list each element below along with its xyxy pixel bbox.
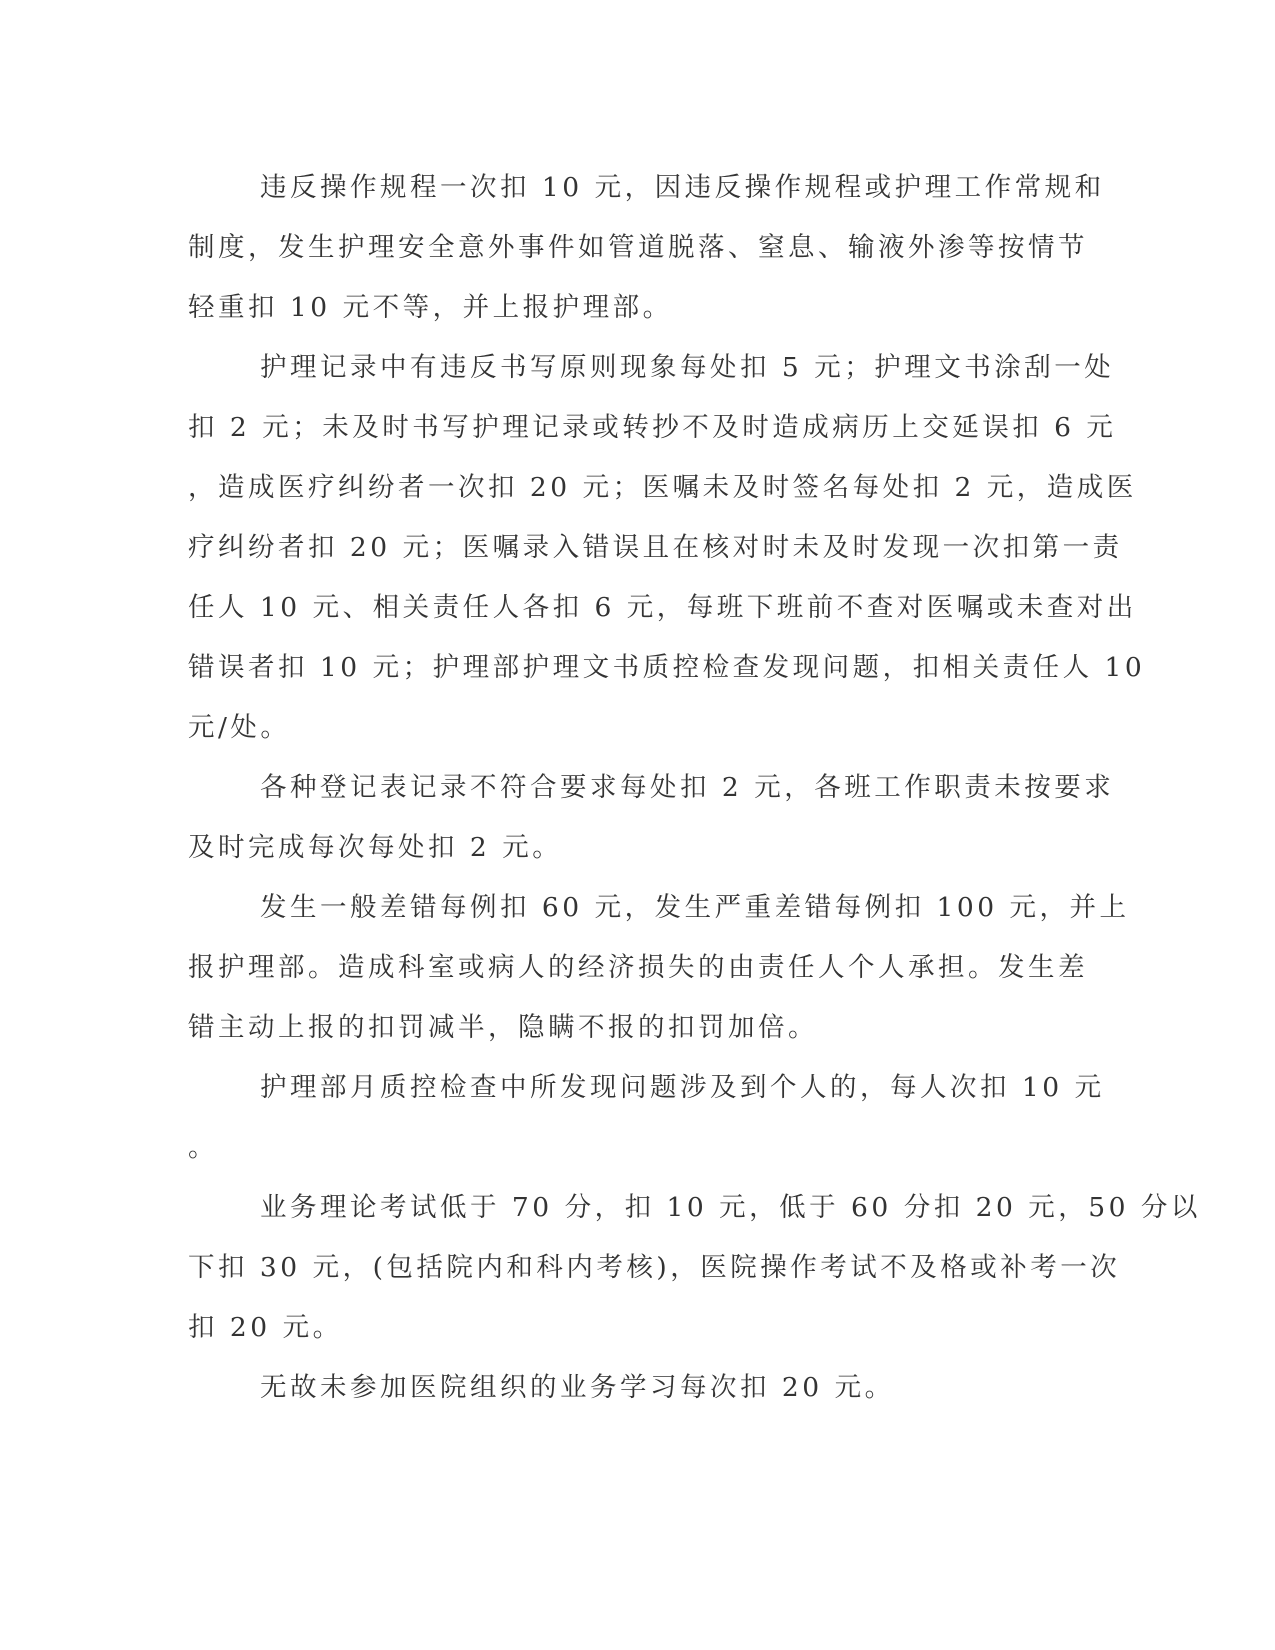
text-line: 错主动上报的扣罚减半，隐瞒不报的扣罚加倍。 bbox=[188, 1012, 818, 1043]
text-line: 发生一般差错每例扣 60 元，发生严重差错每例扣 100 元，并上 bbox=[260, 892, 1130, 923]
text-line: 报护理部。造成科室或病人的经济损失的由责任人个人承担。发生差 bbox=[188, 952, 1088, 983]
text-line: 疗纠纷者扣 20 元；医嘱录入错误且在核对时未及时发现一次扣第一责 bbox=[188, 532, 1123, 563]
text-line: 扣 2 元；未及时书写护理记录或转抄不及时造成病历上交延误扣 6 元 bbox=[188, 412, 1117, 443]
text-line: 违反操作规程一次扣 10 元，因违反操作规程或护理工作常规和 bbox=[260, 172, 1105, 203]
text-line: 护理记录中有违反书写原则现象每处扣 5 元；护理文书涂刮一处 bbox=[260, 352, 1115, 383]
text-line: 及时完成每次每处扣 2 元。 bbox=[188, 832, 563, 863]
text-line: 扣 20 元。 bbox=[188, 1312, 343, 1343]
text-line: 无故未参加医院组织的业务学习每次扣 20 元。 bbox=[260, 1372, 895, 1403]
text-line: 各种登记表记录不符合要求每处扣 2 元，各班工作职责未按要求 bbox=[260, 772, 1115, 803]
document-body bbox=[188, 158, 1201, 1418]
text-line: 错误者扣 10 元；护理部护理文书质控检查发现问题，扣相关责任人 10 bbox=[188, 652, 1146, 683]
text-line: ，造成医疗纠纷者一次扣 20 元；医嘱未及时签名每处扣 2 元，造成医 bbox=[188, 472, 1137, 503]
text-line: 业务理论考试低于 70 分，扣 10 元，低于 60 分扣 20 元，50 分以 bbox=[260, 1192, 1201, 1223]
text-line: 护理部月质控检查中所发现问题涉及到个人的，每人次扣 10 元 bbox=[260, 1072, 1105, 1103]
text-line: 元/处。 bbox=[188, 712, 291, 743]
text-line: 制度，发生护理安全意外事件如管道脱落、窒息、输液外渗等按情节 bbox=[188, 232, 1088, 263]
text-line: 下扣 30 元，(包括院内和科内考核)，医院操作考试不及格或补考一次 bbox=[188, 1252, 1121, 1283]
text-line: 任人 10 元、相关责任人各扣 6 元，每班下班前不查对医嘱或未查对出 bbox=[188, 592, 1137, 623]
text-line: 轻重扣 10 元不等，并上报护理部。 bbox=[188, 292, 673, 323]
text-line: 。 bbox=[188, 1132, 218, 1163]
